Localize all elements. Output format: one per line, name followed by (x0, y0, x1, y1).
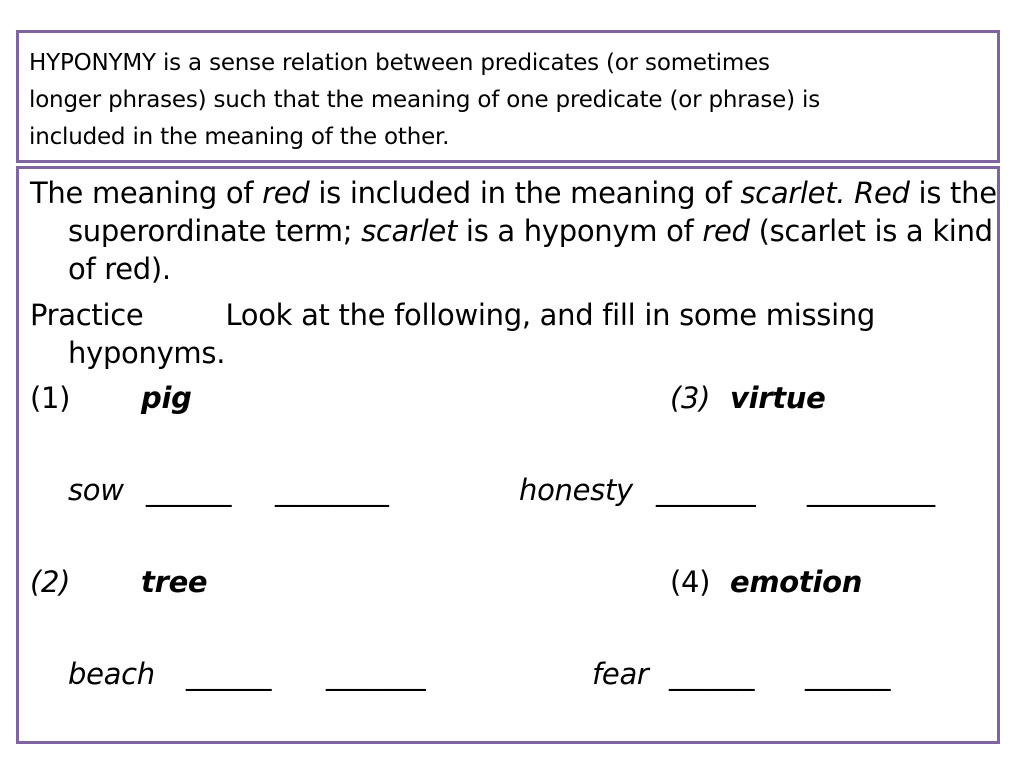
definition-term-red: red (262, 176, 310, 210)
definition-text: is the superordinate term; (68, 176, 997, 248)
content-box (16, 166, 1000, 744)
exercise-example: honesty (519, 473, 633, 507)
blank-line[interactable]: _______ (656, 473, 756, 507)
exercise-number: (4) (670, 565, 711, 599)
blank-line[interactable]: ______ (805, 657, 891, 691)
definition-term-scarlet: scarlet (361, 214, 458, 248)
blank-line[interactable]: ______ (146, 473, 232, 507)
blank-line[interactable]: ________ (275, 473, 389, 507)
title-line-1: HYPONYMY is a sense relation between predicates (or sometimes (29, 50, 770, 76)
definition-text: is a hyponym of (457, 214, 703, 248)
exercise-example: beach (68, 657, 155, 691)
title-line-2: longer phrases) such that the meaning of one predicate (or phrase) is (29, 87, 820, 113)
title-box (16, 30, 1000, 163)
practice-label: Practice (30, 298, 144, 332)
exercise-number: (2) (30, 565, 71, 599)
blank-line[interactable]: ______ (186, 657, 272, 691)
exercise-number: (3) (670, 381, 711, 415)
definition-text: The meaning of (30, 176, 263, 210)
definition-term-red: red (702, 214, 750, 248)
blank-line[interactable]: _________ (807, 473, 935, 507)
definition-text: (scarlet is a kind of red). (68, 214, 993, 286)
hyponymy-example-paragraph (30, 174, 1018, 288)
exercise-example: fear (592, 657, 649, 691)
practice-instruction: Look at the following, and fill in some missing hyponyms. (68, 298, 876, 370)
exercise-word: pig (141, 381, 192, 415)
title-line-3: included in the meaning of the other. (29, 124, 450, 150)
exercise-number: (1) (30, 381, 71, 415)
exercise-word: emotion (730, 565, 863, 599)
blank-line[interactable]: _______ (326, 657, 426, 691)
definition-term-scarlet-red: scarlet. Red (740, 176, 910, 210)
definition-text: is included in the meaning of (309, 176, 741, 210)
practice-paragraph (30, 296, 1018, 372)
title-definition (29, 45, 929, 156)
exercise-word: virtue (730, 381, 826, 415)
exercise-example: sow (68, 473, 124, 507)
blank-line[interactable]: ______ (669, 657, 755, 691)
exercise-word: tree (141, 565, 208, 599)
